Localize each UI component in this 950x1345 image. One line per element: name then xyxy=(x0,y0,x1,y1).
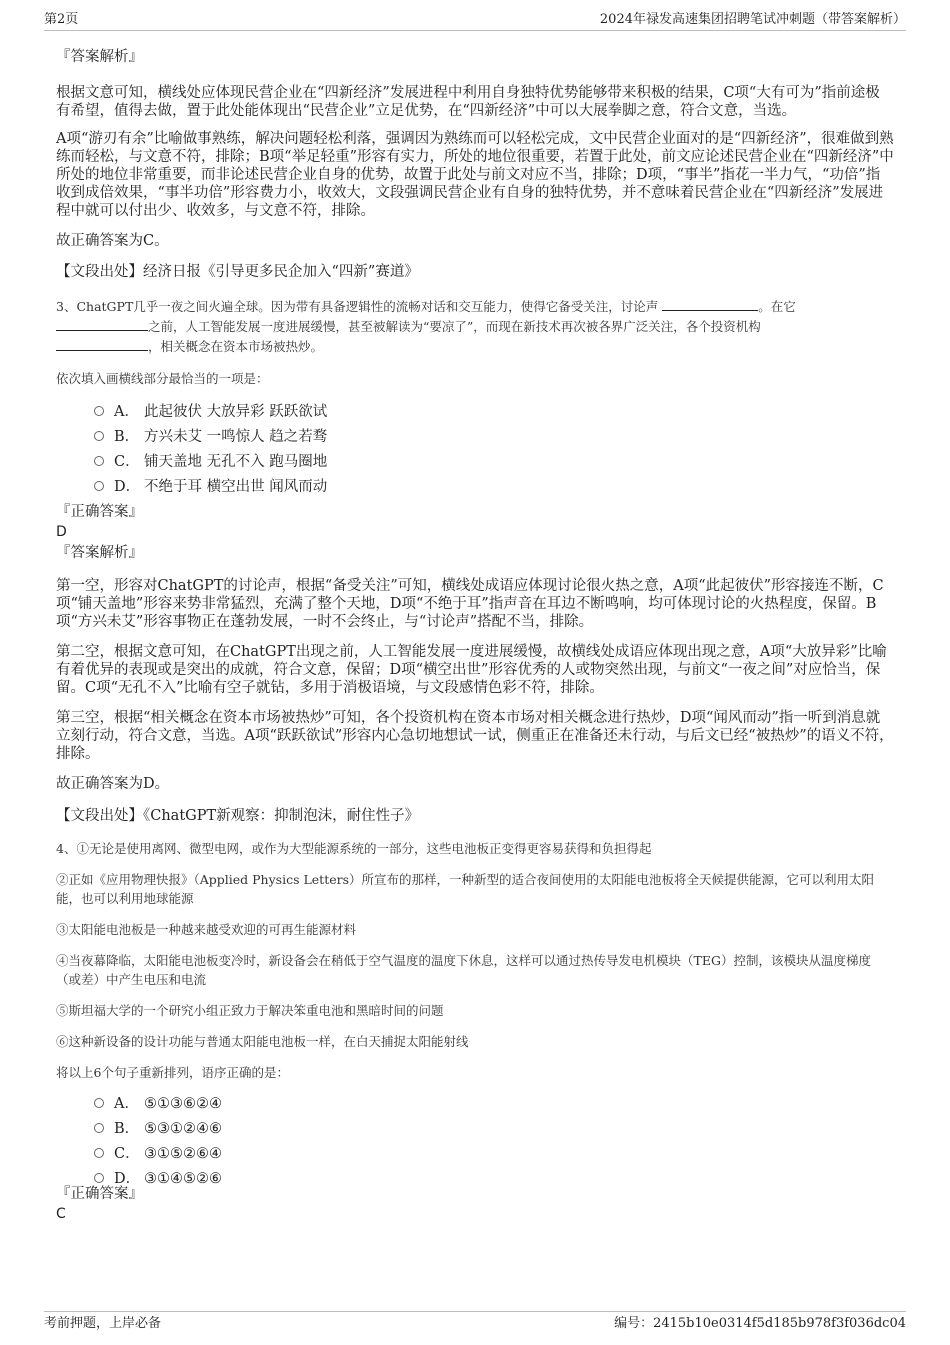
q3-blank-2[interactable] xyxy=(56,318,148,331)
document-title: 2024年禄发高速集团招聘笔试冲刺题（带答案解析） xyxy=(599,12,906,27)
q4-option-d[interactable]: D． ③①④⑤②⑥ xyxy=(94,1167,894,1192)
q3-analysis-p3: 第三空，根据“相关概念在资本市场被热炒”可知，各个投资机构在资本市场对相关概念进行热炒，D项“闻风而动”指一听到消息就立刻行动，符合文意，当选。A项“跃跃欲试”形容内心急切地想试一试，侧重正在准备还未行动，与后文已经“被热炒”的语义不符，排除。 xyxy=(56,710,894,762)
q4-option-c[interactable]: C． ③①⑤②⑥④ xyxy=(94,1142,894,1167)
q4-option-b[interactable]: B． ⑤③①②④⑥ xyxy=(94,1117,894,1142)
q3-options xyxy=(94,400,894,500)
footer-slogan: 考前押题，上岸必备 xyxy=(44,1316,162,1331)
q4-sentence-1: 4、①无论是使用离网、微型电网，或作为大型能源系统的一部分，这些电池板正变得更容易获得和负担得起 xyxy=(56,841,652,856)
q2-analysis-p2: A项“游刃有余”比喻做事熟练，解决问题轻松利落，强调因为熟练而可以轻松完成，文中民营企业面对的是“四新经济”，很难做到熟练而轻松，与文意不符，排除；B项“举足轻重”形容有实力，所处的地位很重要，若置于此处，前文应论述民营企业在“四新经济”中所处的地位非常重要，而非论述民营企业自身的优势，故置于此处与前文对应不当，排除；D项，“事半”指花一半力气，“功倍”指收到成倍效果，“事半功倍”形容费力小，收效大，文段强调民营企业有自身的独特优势，并不意味着民营企业在“四新经济”发展进程中就可以付出少、收效多，与文意不符，排除。 xyxy=(56,131,894,219)
radio-icon[interactable] xyxy=(94,1148,104,1158)
q4-prompt: 将以上6个句子重新排列，语序正确的是： xyxy=(56,1065,289,1080)
q3-blank-3[interactable] xyxy=(56,338,148,351)
page-header xyxy=(44,10,906,31)
q3-analysis-p1: 第一空，形容对ChatGPT的讨论声，根据“备受关注”可知，横线处成语应体现讨论很火热之意，A项“此起彼伏”形容接连不断，C项“铺天盖地”形容来势非常猛烈，充满了整个天地，D项“不绝于耳”指声音在耳边不断鸣响，均可体现讨论的火热程度，保留。B项“方兴未艾”形容事物正在蓬勃发展，一时不会终止，与“讨论声”搭配不当，排除。 xyxy=(56,578,884,630)
document-id: 编号：2415b10e0314f5d185b978f3f036dc04 xyxy=(614,1316,906,1331)
q3-option-c[interactable]: C． 铺天盖地 无孔不入 跑马圈地 xyxy=(94,450,894,475)
radio-icon[interactable] xyxy=(94,1123,104,1133)
q3-answer-label: 『正确答案』 xyxy=(56,504,143,520)
q3-analysis-p2: 第二空，根据文意可知，在ChatGPT出现之前，人工智能发展一度进展缓慢，故横线处成语应体现出现之意，A项“大放异彩”比喻有着优异的表现或是突出的成就，符合文意，保留；D项“横空出世”形容优秀的人或物突然出现，与前文“一夜之间”对应恰当，保留。C项“无孔不入”比喻有空子就钻，多用于消极语境，与文段感情色彩不符，排除。 xyxy=(56,644,887,696)
q3-stem: 3、ChatGPT几乎一夜之间火遍全球。因为带有具备逻辑性的流畅对话和交互能力，使得它备受关注，讨论声 。在它 之前，人工智能发展一度进展缓慢，甚至被解读为“要凉了”，而现在新技术再次被各界广泛关注，各个投资机构 ，相关概念在资本市场被热炒。 xyxy=(56,299,796,354)
q3-blank-1[interactable] xyxy=(662,298,758,311)
q4-sentence-6: ⑥这种新设备的设计功能与普通太阳能电池板一样，在白天捕捉太阳能射线 xyxy=(56,1034,469,1049)
q4-options xyxy=(94,1092,894,1192)
q3-analysis-label: 『答案解析』 xyxy=(56,545,143,561)
q3-answer: D xyxy=(56,524,67,540)
q2-source: 【文段出处】经济日报《引导更多民企加入“四新”赛道》 xyxy=(56,264,419,280)
q2-analysis-p1: 根据文意可知，横线处应体现民营企业在“四新经济”发展进程中利用自身独特优势能够带来积极的结果，C项“大有可为”指前途极有希望，值得去做，置于此处能体现出“民营企业”立足优势，在“四新经济”中可以大展拳脚之意，符合文意，当选。 xyxy=(56,85,880,119)
q3-option-a[interactable]: A． 此起彼伏 大放异彩 跃跃欲试 xyxy=(94,400,894,425)
page-footer xyxy=(44,1311,906,1336)
radio-icon[interactable] xyxy=(94,431,104,441)
radio-icon[interactable] xyxy=(94,1098,104,1108)
page-content xyxy=(56,44,894,1223)
q4-sentence-5: ⑤斯坦福大学的一个研究小组正致力于解决笨重电池和黑暗时间的问题 xyxy=(56,1003,444,1018)
q2-conclusion: 故正确答案为C。 xyxy=(56,233,169,249)
q2-analysis-label: 『答案解析』 xyxy=(56,49,143,65)
radio-icon[interactable] xyxy=(94,406,104,416)
page-number: 第2页 xyxy=(44,12,79,27)
q3-conclusion: 故正确答案为D。 xyxy=(56,776,170,792)
q4-option-a[interactable]: A． ⑤①③⑥②④ xyxy=(94,1092,894,1117)
q4-answer-label: 『正确答案』 xyxy=(56,1186,143,1202)
q4-sentence-2: ②正如《应用物理快报》（Applied Physics Letters）所宣布的那样，一种新型的适合夜间使用的太阳能电池板将全天候提供能源，它可以利用太阳能，也可以利用地球能源 xyxy=(56,872,875,906)
radio-icon[interactable] xyxy=(94,1173,104,1183)
q3-source: 【文段出处】《ChatGPT新观察：抑制泡沫，耐住性子》 xyxy=(56,808,420,824)
q4-sentence-3: ③太阳能电池板是一种越来越受欢迎的可再生能源材料 xyxy=(56,922,357,937)
q3-option-b[interactable]: B． 方兴未艾 一鸣惊人 趋之若骛 xyxy=(94,425,894,450)
q3-option-d[interactable]: D． 不绝于耳 横空出世 闻风而动 xyxy=(94,475,894,500)
radio-icon[interactable] xyxy=(94,481,104,491)
radio-icon[interactable] xyxy=(94,456,104,466)
q4-sentence-4: ④当夜幕降临，太阳能电池板变冷时，新设备会在稍低于空气温度的温度下休息，这样可以通过热传导发电机模块（TEG）控制，该模块从温度梯度（或差）中产生电压和电流 xyxy=(56,953,871,987)
q3-prompt: 依次填入画横线部分最恰当的一项是： xyxy=(56,371,269,386)
q4-answer: C xyxy=(56,1206,66,1222)
